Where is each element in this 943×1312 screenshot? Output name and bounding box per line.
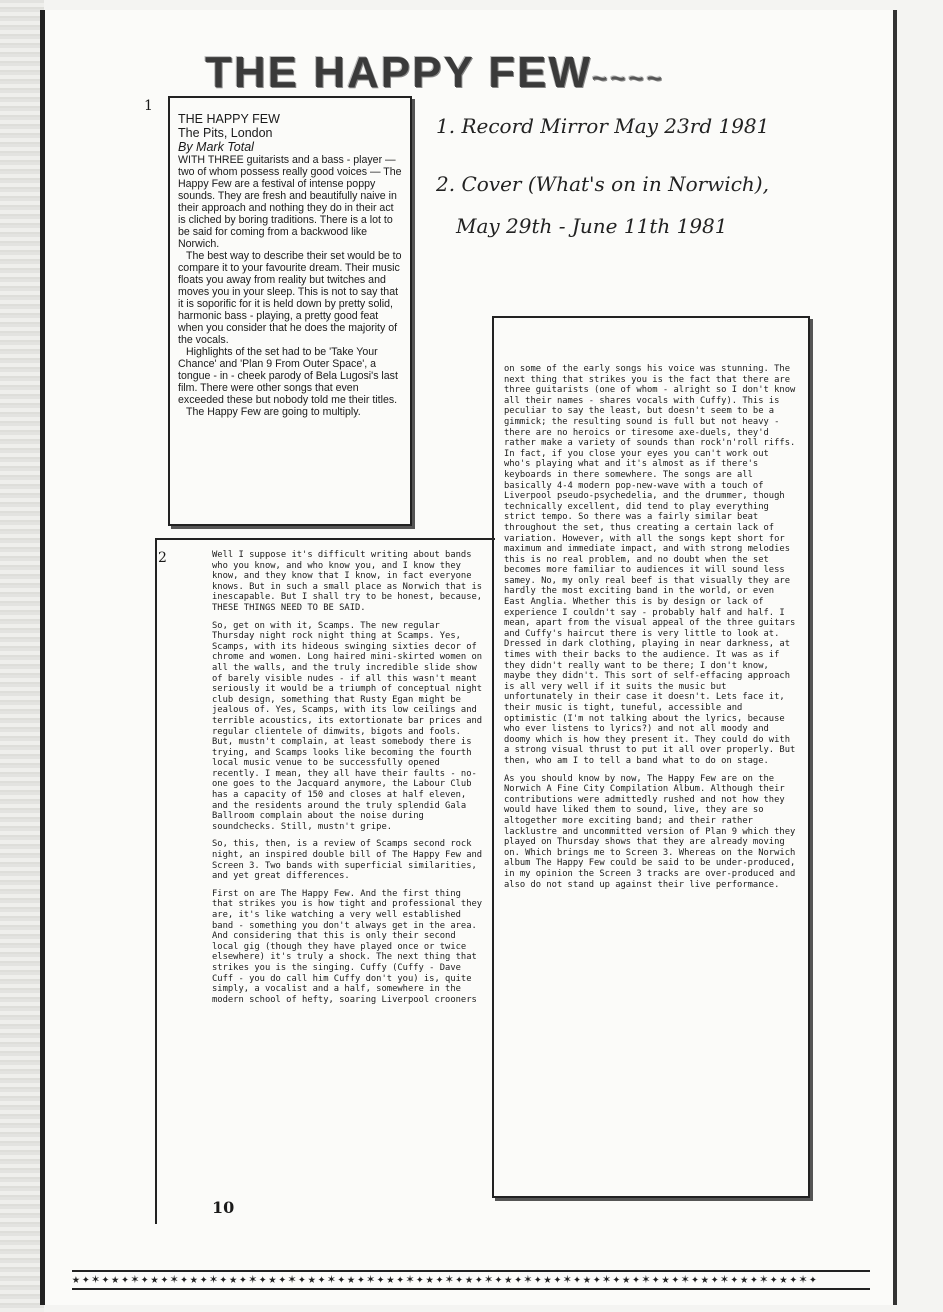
page-headline [205,48,745,98]
whats-on-article-right-column [492,316,810,1198]
decorative-footer-border: ★✦✶✦★✦✶✦★✦✶✦★✦✶✦★✦✶✦★✦✶✦★✦✶✦★✦✶✦★✦✶✦★✦✶✦★✦✶✦★✦✶✦★✦✶✦★✦✶✦★✦✶✦★✦✶✦★✦✶✦★✦✶✦★✦✶✦ [72,1270,870,1290]
clipping-marker-2: 2 [158,550,167,566]
handwritten-note-line-3: May 29th - June 11th 1981 [456,214,728,238]
article-paragraph: So, get on with it, Scamps. The new regular Thursday night rock night thing at Scamps. Yes, Scamps, with its hideous swinging sixties decor of chrome and women. Long haired mini-skirted women on all the walls, and the truly incredible slide show of barely visible nudes - if all this wasn't meant seriously it would be a triumph of conceptual night club design, something that Rusty Egan might be jealous of. Yes, Scamps, with its low ceilings and terrible acoustics, its extortionate bar prices and regular clientele of dimwits, bigots and fools. But, mustn't complain, at least somebody there is trying, and Scamps looks like becoming the fourth local music venue to be successfully opened recently. I mean, they all have their faults - no-one goes to the Jacquard anymore, the Labour Club has a capacity of 150 and closes at half eleven, and the residents around the truly splendid Gala Ballroom complain about the noise during soundchecks. Still, mustn't gripe. [212,620,483,832]
article-paragraph: As you should know by now, The Happy Few are on the Norwich A Fine City Compilation Album. Although their contributions were admittedly rushed and not how they would have liked them to sound, live, they are so altogether more exciting band; and their rather lacklustre and uncommitted version of Plan 9 which they played on Thursday shows that they are already moving on. Which brings me to Screen 3. Whereas on the Norwich album The Happy Few could be said to be under-produced, in my opinion the Screen 3 tracks are over-produced and also do not stand up against their live performance. [504,773,796,890]
handwritten-note-line-1: 1. Record Mirror May 23rd 1981 [436,114,770,138]
review-venue: The Pits, London [178,126,273,140]
review-title: THE HAPPY FEW [178,112,280,126]
article-paragraph: Well I suppose it's difficult writing about bands who you know, and who know you, and I know they know, and they know that I know, in fact everyone knows. But in such a small place as Norwich that is inescapable. But I shall try to be honest, because, THESE THINGS NEED TO BE SAID. [212,550,483,613]
record-mirror-clipping [168,96,412,526]
review-byline: By Mark Total [178,140,254,154]
headline-title: THE HAPPY FEW [205,48,593,97]
whats-on-article-left-column [155,538,495,1224]
review-paragraph: The Happy Few are going to multiply. [186,406,361,418]
article-paragraph: on some of the early songs his voice was stunning. The next thing that strikes you is the fact that there are three guitarists (one of whom - alright so I don't know all their names - shares vocals with Cuffy). This is peculiar to say the least, but doesn't seem to be a gimmick; the resulting sound is full but not heavy - there are no heroics or tiresome axe-duels, they'd rather make a variety of sounds than rock'n'roll riffs. In fact, if you close your eyes you can't work out who's playing what and it's almost as if there's keyboards in there somewhere. The songs are all basically 4-4 modern pop-new-wave with a touch of Liverpool pseudo-psychedelia, and the drummer, though technically excellent, did tend to play everything strict tempo. So there was a fairly similar beat throughout the set, thus creating a certain lack of variation. However, with all the songs kept short for maximum and immediate impact, and with strong melodies this is no real problem, and no doubt when the set becomes more familiar to audiences it will sound less samey. No, my only real beef is that visually they are hardly the most exciting band in the world, or even East Anglia. Whether this is by design or lack of experience I couldn't say - probably half and half. I mean, apart from the visual appeal of the three guitars and Cuffy's haircut there is very little to look at. Dressed in dark clothing, playing in near darkness, at times with their backs to the audience. It was as if they didn't really want to be there; I don't know, maybe they didn't. This sort of self-effacing approach is all very well if it suits the music but unfortunately in their case it doesn't. Lets face it, their music is tight, tuneful, accessible and optimistic (I'm not talking about the lyrics, because who ever listens to lyrics?) and not all moody and doomy which is how they present it. They could do with a strong visual thrust to put it all over properly. But then, who am I to tell a band what to do on stage. [504,364,796,766]
scan-left-edge [0,0,44,1312]
headline-tail: ~~~~ [592,63,665,93]
review-paragraph: WITH THREE guitarists and a bass - player — two of whom possess really good voices — The Happy Few are a festival of intense poppy sounds. They are fresh and beautifully naive in their approach and nothing they do in their act is cliched by boring traditions. There is a lot to be said for coming from a backwood like Norwich. [178,154,402,250]
review-paragraph: Highlights of the set had to be 'Take Your Chance' and 'Plan 9 From Outer Space', a tongue - in - cheek parody of Bela Lugosi's last film. There were other songs that even exceeded these but nobody told me their titles. [178,346,398,406]
handwritten-note-line-2: 2. Cover (What's on in Norwich), [436,172,769,196]
article-paragraph: So, this, then, is a review of Scamps second rock night, an inspired double bill of The Happy Few and Screen 3. Two bands with superficial similarities, and yet great differences. [212,839,483,882]
page-number: 10 [212,1198,235,1217]
article-paragraph: First on are The Happy Few. And the first thing that strikes you is how tight and professional they are, it's like watching a very well established band - something you don't always get in the area. And considering that this is only their second local gig (though they have played once or twice elsewhere) it's truly a shock. The next thing that strikes you is the singing. Cuffy (Cuffy - Dave Cuff - you do call him Cuffy don't you) is, quite simply, a vocalist and a half, somewhere in the modern school of hefty, soaring Liverpool crooners [212,888,483,1005]
review-paragraph: The best way to describe their set would be to compare it to your favourite dream. Their music floats you away from reality but twitches and moves you in your sleep. This is not to say that it is soporific for it is held down by pretty solid, harmonic bass - playing, a pretty good feat when you consider that he does the majority of the vocals. [178,250,402,346]
clipping-marker-1: 1 [144,98,153,114]
